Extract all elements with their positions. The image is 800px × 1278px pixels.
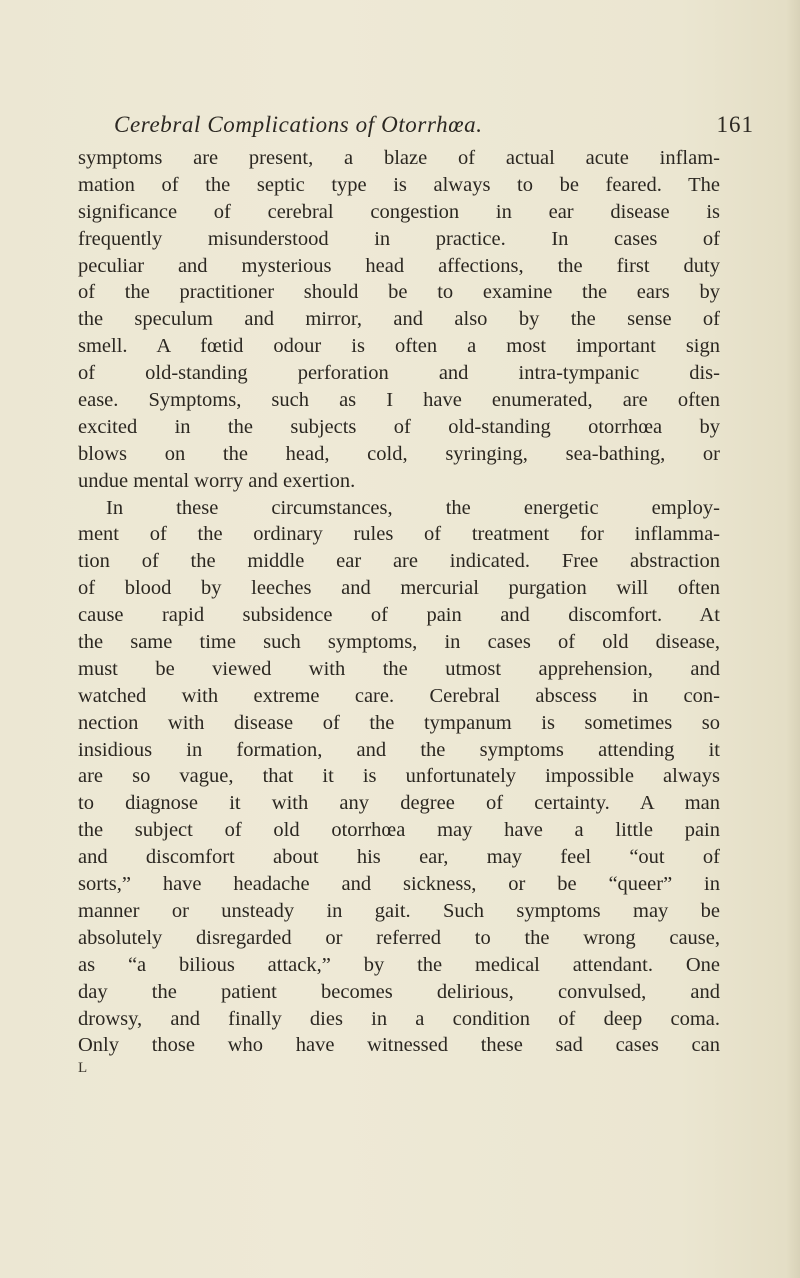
text-line: of old-standing perforation and intra-tympanic dis- xyxy=(78,362,720,385)
text-line: and discomfort about his ear, may feel “out of xyxy=(78,846,720,869)
text-line: must be viewed with the utmost apprehension, and xyxy=(78,657,720,680)
text-line: frequently misunderstood in practice. In cases of xyxy=(78,227,720,250)
text-line: smell. A fœtid odour is often a most important sign xyxy=(78,335,720,358)
text-line: ease. Symptoms, such as I have enumerated, are often xyxy=(78,389,720,412)
text-line: nection with disease of the tympanum is sometimes so xyxy=(78,711,720,734)
text-line: symptoms are present, a blaze of actual acute inflam- xyxy=(78,147,720,169)
text-line: sorts,” have headache and sickness, or be “queer” in xyxy=(78,873,720,896)
text-line: cause rapid subsidence of pain and discomfort. At xyxy=(78,604,720,627)
text-line: absolutely disregarded or referred to the wrong cause, xyxy=(78,926,720,949)
text-line: to diagnose it with any degree of certainty. A man xyxy=(78,792,720,815)
running-title: Cerebral Complications of Otorrhœa. xyxy=(114,112,483,137)
text-line: manner or unsteady in gait. Such symptoms may be xyxy=(78,899,720,922)
text-line: watched with extreme care. Cerebral abscess in con- xyxy=(78,684,720,707)
text-line: the same time such symptoms, in cases of old disease, xyxy=(78,631,720,654)
text-line: Only those who have witnessed these sad cases can xyxy=(78,1034,720,1057)
text-line: insidious in formation, and the symptoms attending it xyxy=(78,738,720,761)
text-line: mation of the septic type is always to be feared. The xyxy=(78,173,720,196)
text-line: drowsy, and finally dies in a condition of deep coma. xyxy=(78,1007,720,1030)
text-line: undue mental worry and exertion. xyxy=(78,469,356,492)
page-number: 161 xyxy=(716,112,754,137)
text-line: excited in the subjects of old-standing otorrhœa by xyxy=(78,415,720,438)
text-line: the speculum and mirror, and also by the sense of xyxy=(78,308,720,331)
text-line: are so vague, that it is unfortunately impossible always xyxy=(78,765,720,788)
running-header xyxy=(114,112,754,138)
text-line: significance of cerebral congestion in ear disease is xyxy=(78,200,720,223)
signature-mark: L xyxy=(78,1060,89,1076)
page-edge-shadow xyxy=(786,0,800,1278)
text-line: as “a bilious attack,” by the medical attendant. One xyxy=(78,953,720,976)
text-line: day the patient becomes delirious, convulsed, and xyxy=(78,980,720,1003)
text-line: of blood by leeches and mercurial purgation will often xyxy=(78,577,720,600)
text-line: tion of the middle ear are indicated. Free abstraction xyxy=(78,550,720,573)
text-line: of the practitioner should be to examine the ears by xyxy=(78,281,720,304)
text-line: ment of the ordinary rules of treatment for inflamma- xyxy=(78,523,720,546)
text-line: blows on the head, cold, syringing, sea-bathing, or xyxy=(78,442,720,465)
body-text xyxy=(78,145,720,1059)
text-line: peculiar and mysterious head affections, the first duty xyxy=(78,254,720,277)
text-line: the subject of old otorrhœa may have a little pain xyxy=(78,819,720,842)
text-line: In these circumstances, the energetic employ- xyxy=(106,496,720,519)
